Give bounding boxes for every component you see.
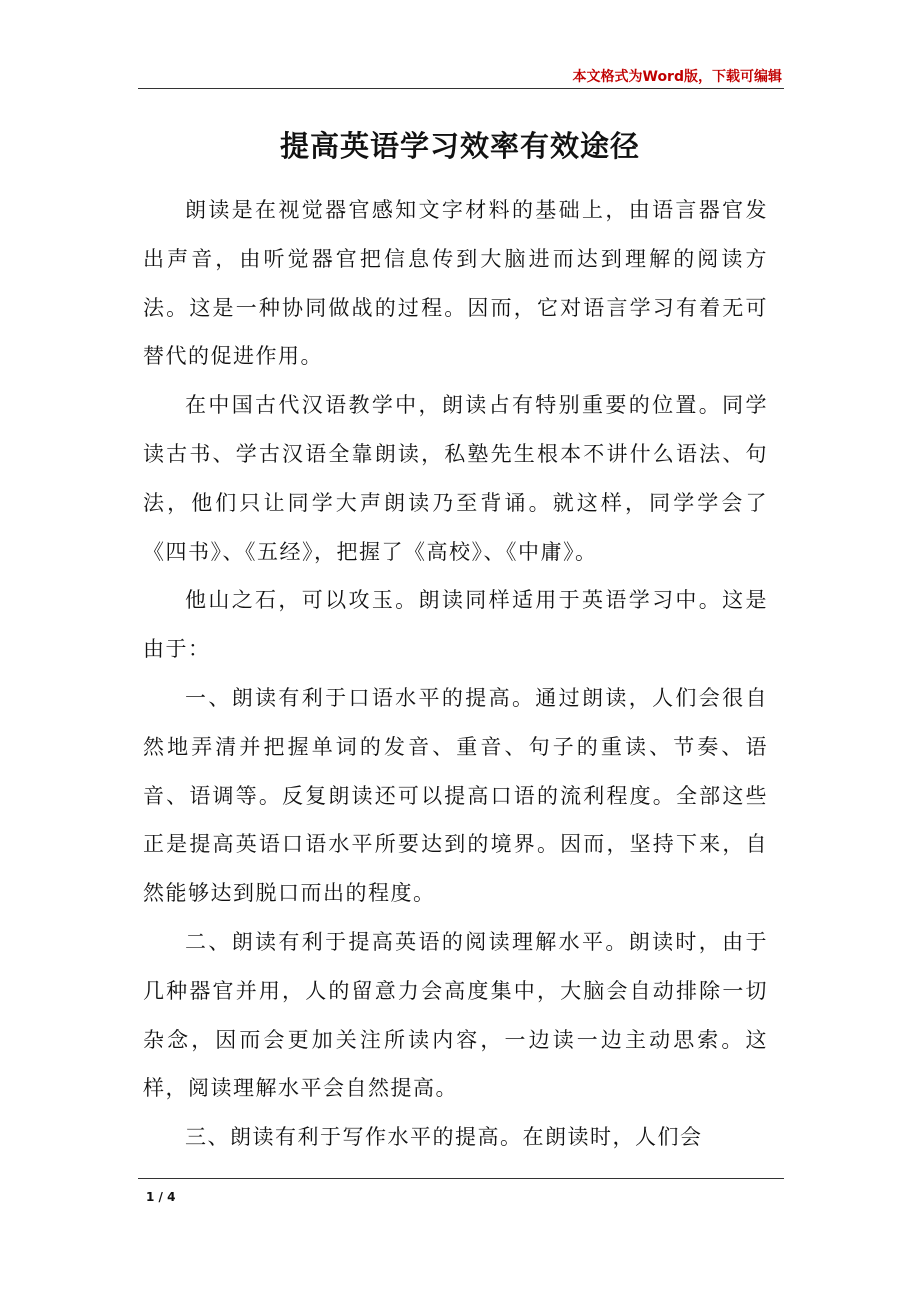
paragraph-4: 一、朗读有利于口语水平的提高。通过朗读，人们会很自然地弄清并把握单词的发音、重音、句子的重读、节奏、语音、语调等。反复朗读还可以提高口语的流利程度。全部这些正是提高英语口语水平所要达到的境界。因而，坚持下来，自然能够达到脱口而出的程度。 <box>143 685 768 906</box>
footer-divider <box>138 1178 784 1179</box>
paragraph-6: 三、朗读有利于写作水平的提高。在朗读时，人们会 <box>185 1125 703 1150</box>
page-number: 1 / 4 <box>146 1190 176 1204</box>
paragraph-2: 在中国古代汉语教学中，朗读占有特别重要的位置。同学读古书、学古汉语全靠朗读，私塾先生根本不讲什么语法、句法，他们只让同学大声朗读乃至背诵。就这样，同学学会了《四书》、《五经》，把握了《高校》、《中庸》。 <box>143 393 768 564</box>
paragraph-3: 他山之石，可以攻玉。朗读同样适用于英语学习中。这是由于： <box>143 588 768 662</box>
paragraph-1: 朗读是在视觉器官感知文字材料的基础上，由语言器官发出声音，由听觉器官把信息传到大脑进而达到理解的阅读方法。这是一种协同做战的过程。因而，它对语言学习有着无可替代的促进作用。 <box>143 198 768 369</box>
header-divider <box>138 88 784 89</box>
document-body <box>143 186 768 1162</box>
format-note: 本文格式为Word版，下载可编辑 <box>572 69 782 85</box>
document-title: 提高英语学习效率有效途径 <box>279 129 640 163</box>
paragraph-5: 二、朗读有利于提高英语的阅读理解水平。朗读时，由于几种器官并用，人的留意力会高度集中，大脑会自动排除一切杂念，因而会更加关注所读内容，一边读一边主动思索。这样，阅读理解水平会自然提高。 <box>143 929 768 1101</box>
